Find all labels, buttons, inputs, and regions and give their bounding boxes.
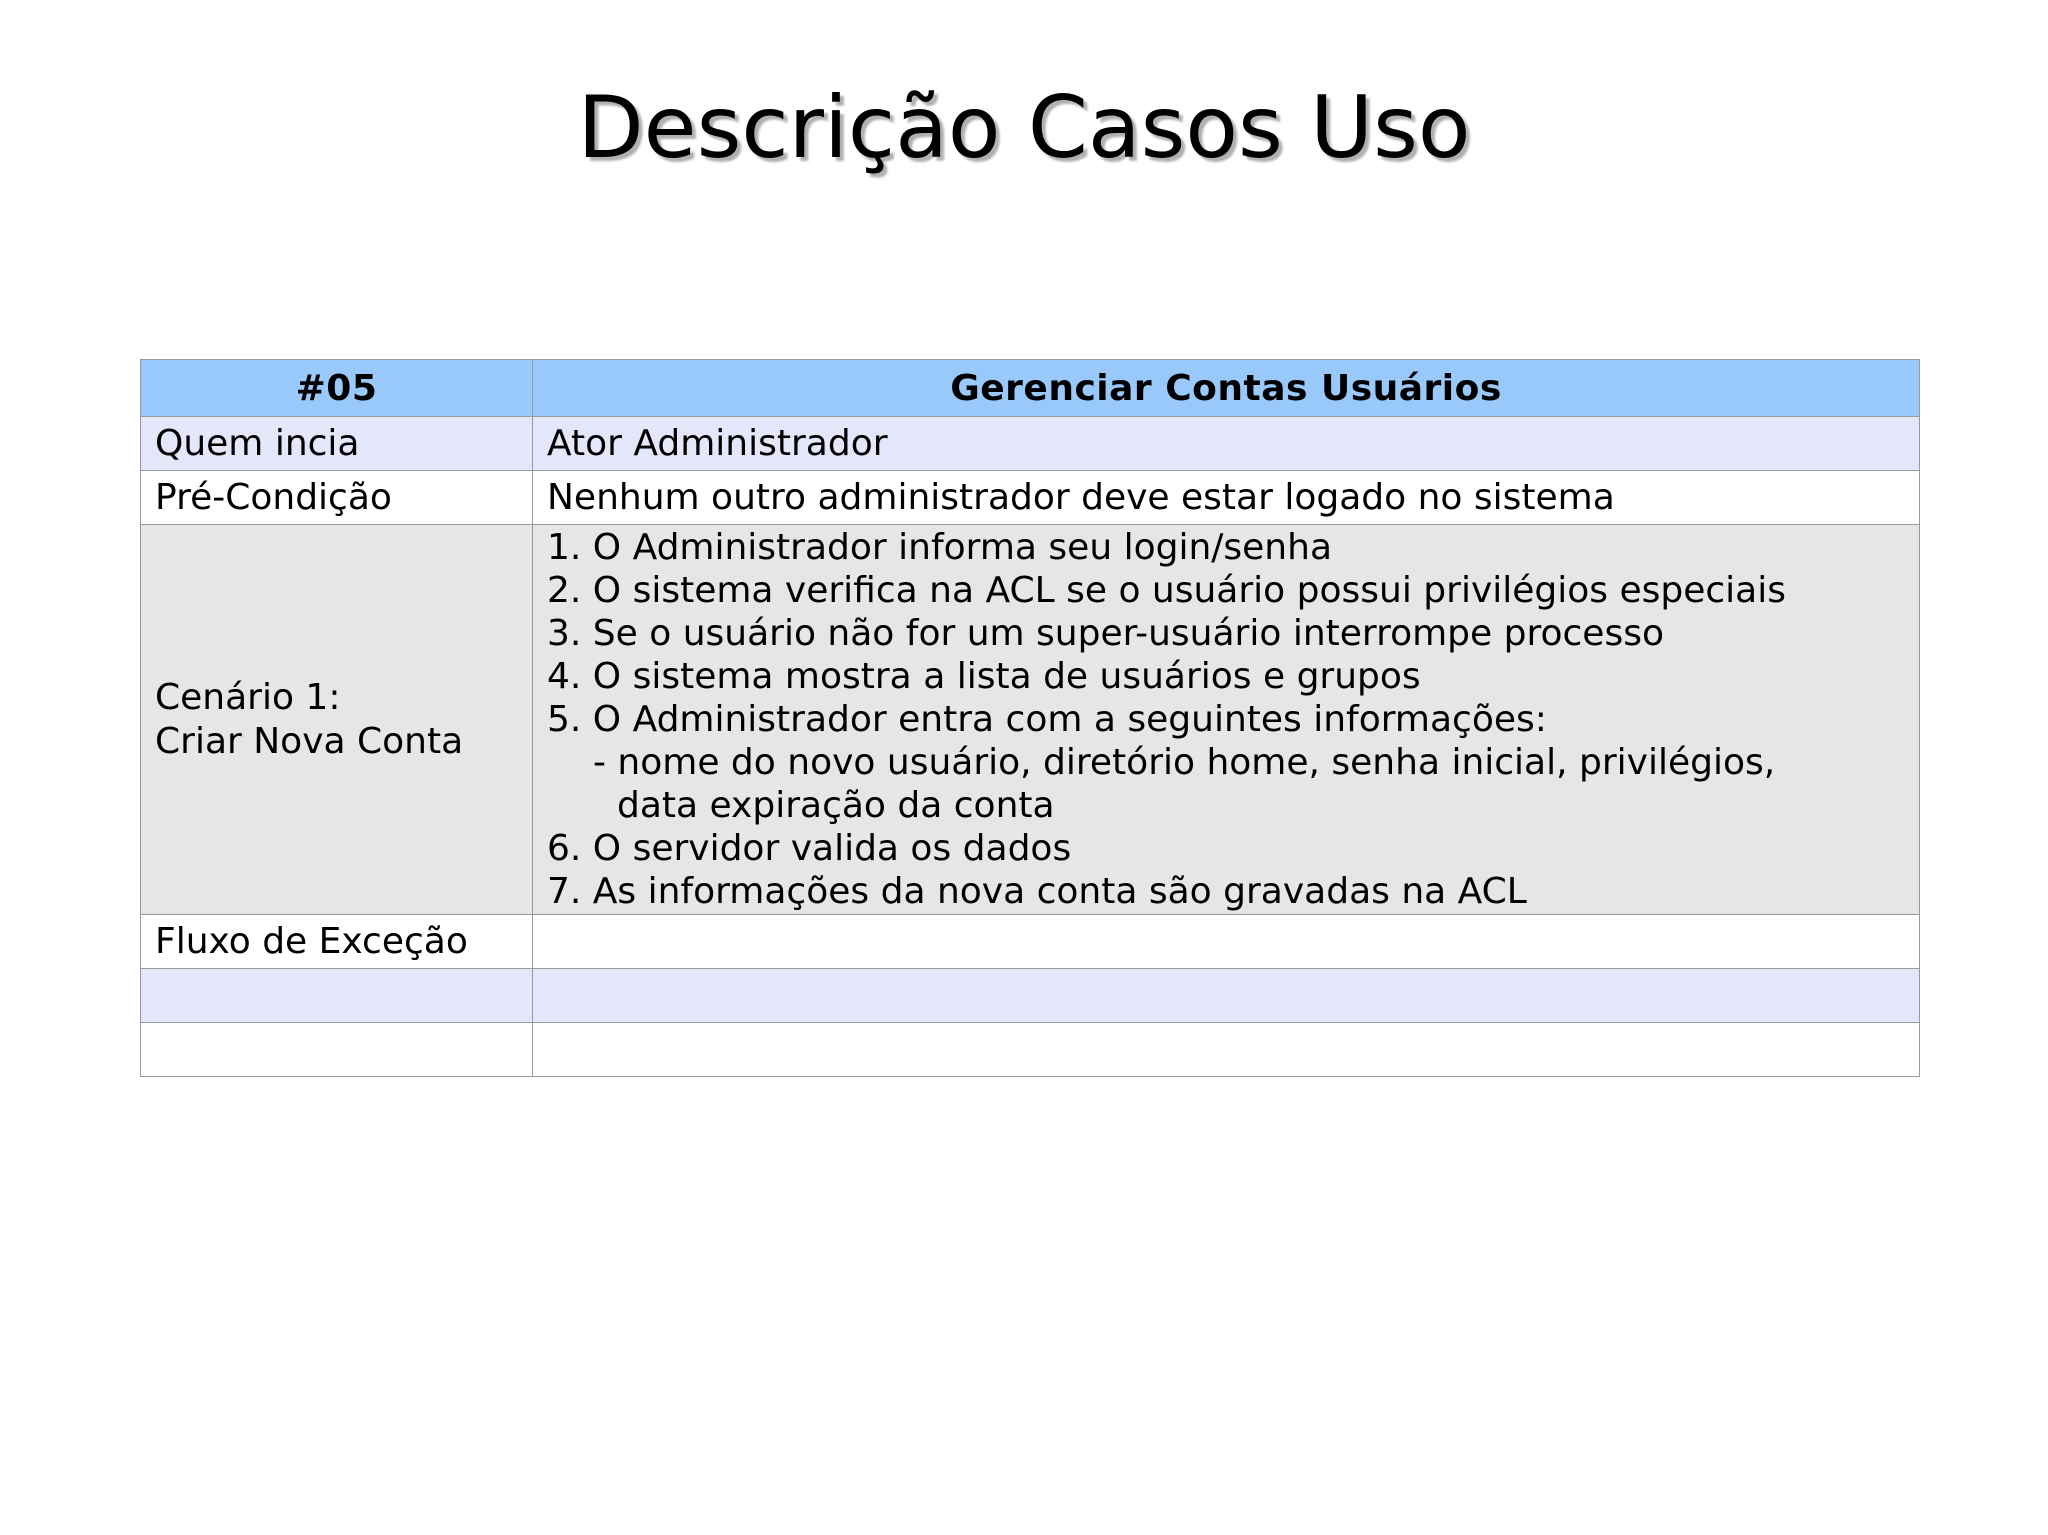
empty-cell	[533, 969, 1920, 1023]
scenario-label	[141, 525, 533, 915]
row-label: Pré-Condição	[141, 471, 533, 525]
table-row-cenario	[141, 525, 1920, 915]
scenario-step: 4. O sistema mostra a lista de usuários e grupos	[547, 656, 1421, 697]
table-row-fluxo-excecao	[141, 915, 1920, 969]
empty-cell	[141, 969, 533, 1023]
row-value: Nenhum outro administrador deve estar logado no sistema	[533, 471, 1920, 525]
scenario-substep-continuation: data expiração da conta	[617, 785, 1055, 826]
scenario-step: 3. Se o usuário não for um super-usuário interrompe processo	[547, 613, 1664, 654]
scenario-steps-cell	[533, 525, 1920, 915]
scenario-label-line-1: Cenário 1:	[155, 676, 341, 718]
scenario-step: 7. As informações da nova conta são gravadas na ACL	[547, 871, 1527, 912]
table-row-empty	[141, 969, 1920, 1023]
scenario-label-line-2: Criar Nova Conta	[155, 720, 464, 762]
table-row-empty	[141, 1023, 1920, 1077]
scenario-substep: - nome do novo usuário, diretório home, senha inicial, privilégios,	[593, 742, 1776, 783]
scenario-step: 1. O Administrador informa seu login/senha	[547, 527, 1333, 568]
use-case-id: #05	[141, 360, 533, 417]
scenario-step: 5. O Administrador entra com a seguintes informações:	[547, 699, 1547, 740]
page-title: Descrição Casos Uso	[577, 78, 1471, 178]
use-case-table	[140, 359, 1920, 1077]
table-row-quem-inicia	[141, 417, 1920, 471]
table-header-row	[141, 360, 1920, 417]
row-label: Fluxo de Exceção	[141, 915, 533, 969]
row-label: Quem incia	[141, 417, 533, 471]
row-value: Ator Administrador	[533, 417, 1920, 471]
scenario-step: 6. O servidor valida os dados	[547, 828, 1072, 869]
scenario-steps	[547, 526, 1905, 913]
table-row-pre-condicao	[141, 471, 1920, 525]
row-value	[533, 915, 1920, 969]
empty-cell	[533, 1023, 1920, 1077]
use-case-name: Gerenciar Contas Usuários	[533, 360, 1920, 417]
scenario-step: 2. O sistema verifica na ACL se o usuário possui privilégios especiais	[547, 570, 1786, 611]
empty-cell	[141, 1023, 533, 1077]
